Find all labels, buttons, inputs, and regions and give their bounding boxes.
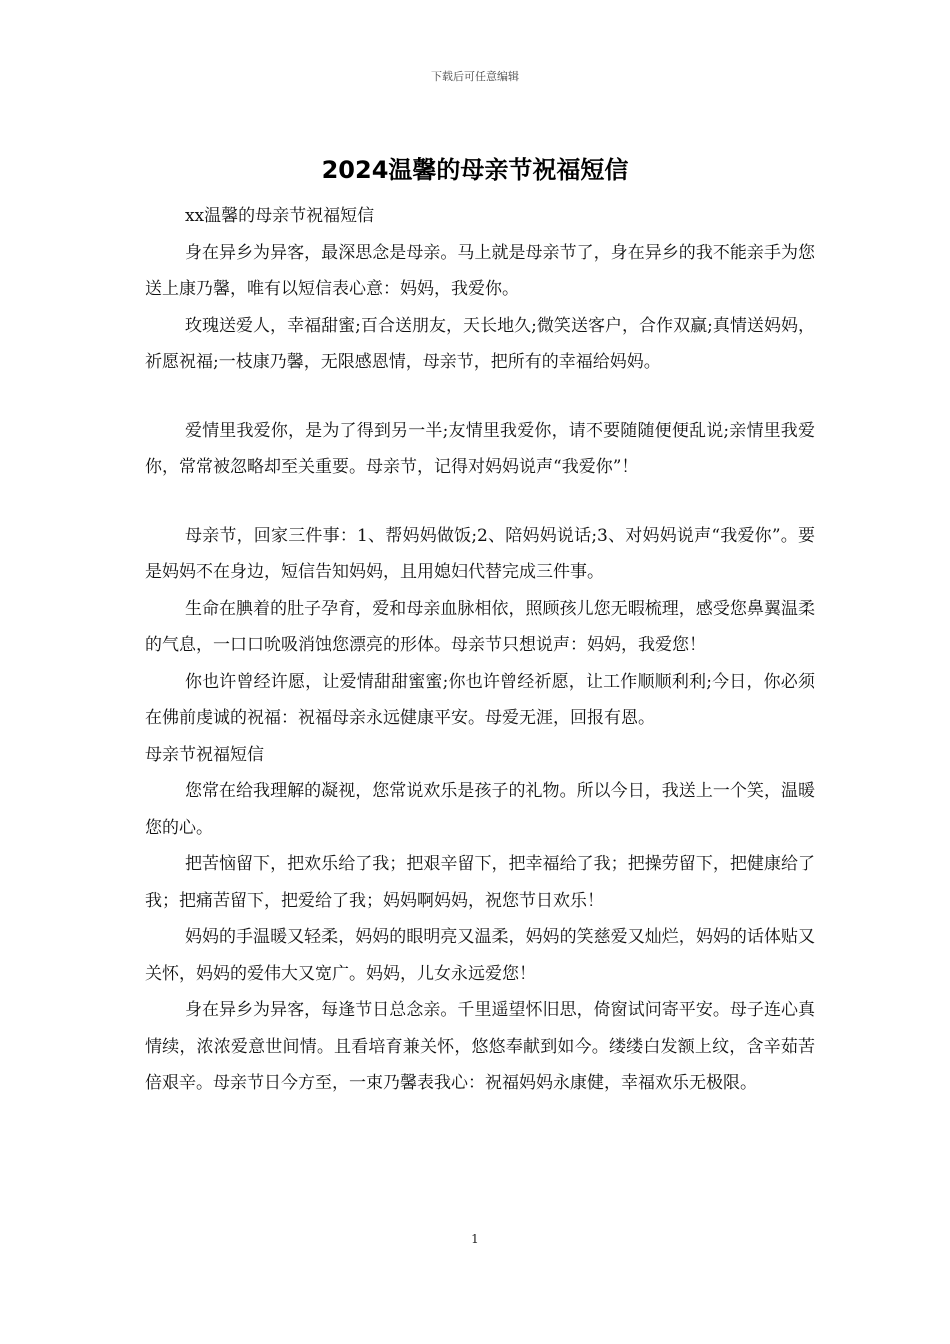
document-title: 2024温馨的母亲节祝福短信 bbox=[321, 156, 629, 184]
paragraph: 身在异乡为异客，最深思念是母亲。马上就是母亲节了，身在异乡的我不能亲手为您送上康乃馨，唯有以短信表心意：妈妈，我爱你。 bbox=[145, 242, 815, 299]
paragraph: 玫瑰送爱人，幸福甜蜜;百合送朋友，天长地久;微笑送客户，合作双赢;真情送妈妈，祈愿祝福;一枝康乃馨，无限感恩情，母亲节，把所有的幸福给妈妈。 bbox=[145, 315, 815, 372]
paragraph-subtitle: xx温馨的母亲节祝福短信 bbox=[184, 206, 375, 226]
page-number: 1 bbox=[471, 1232, 479, 1246]
paragraph: 把苦恼留下，把欢乐给了我；把艰辛留下，把幸福给了我；把操劳留下，把健康给了我；把痛苦留下，把爱给了我；妈妈啊妈妈，祝您节日欢乐！ bbox=[145, 854, 815, 911]
paragraph: 你也许曾经许愿，让爱情甜甜蜜蜜;你也许曾经祈愿，让工作顺顺利利;今日，你必须在佛前虔诚的祝福：祝福母亲永远健康平安。母爱无涯，回报有恩。 bbox=[145, 671, 815, 728]
paragraph: 身在异乡为异客，每逢节日总念亲。千里遥望怀旧思，倚窗试问寄平安。母子连心真情续，浓浓爱意世间情。且看培育兼关怀，悠悠奉献到如今。缕缕白发额上纹，含辛茹苦倍艰辛。母亲节日今方至，一束乃馨表我心：祝福妈妈永康健，幸福欢乐无极限。 bbox=[145, 1000, 815, 1093]
paragraph: 爱情里我爱你，是为了得到另一半;友情里我爱你，请不要随随便便乱说;亲情里我爱你，常常被忽略却至关重要。母亲节，记得对妈妈说声“我爱你”！ bbox=[145, 420, 815, 477]
paragraph: 母亲节，回家三件事：1、帮妈妈做饭;2、陪妈妈说话;3、对妈妈说声“我爱你”。要是妈妈不在身边，短信告知妈妈，且用媳妇代替完成三件事。 bbox=[145, 525, 815, 582]
paragraph-gap bbox=[145, 381, 815, 413]
section-heading: 母亲节祝福短信 bbox=[145, 744, 264, 765]
paragraph: 您常在给我理解的凝视，您常说欢乐是孩子的礼物。所以今日，我送上一个笑，温暖您的心。 bbox=[145, 781, 815, 838]
paragraph-gap bbox=[145, 486, 815, 518]
paragraph: 妈妈的手温暖又轻柔，妈妈的眼明亮又温柔，妈妈的笑慈爱又灿烂，妈妈的话体贴又关怀，妈妈的爱伟大又宽广。妈妈，儿女永远爱您！ bbox=[145, 927, 815, 984]
paragraph: 生命在腆着的肚子孕育，爱和母亲血脉相依，照顾孩儿您无暇梳理，感受您鼻翼温柔的气息，一口口吮吸消蚀您漂亮的形体。母亲节只想说声：妈妈，我爱您！ bbox=[145, 598, 815, 655]
document-body bbox=[145, 198, 815, 1102]
header-note: 下载后可任意编辑 bbox=[431, 70, 519, 83]
